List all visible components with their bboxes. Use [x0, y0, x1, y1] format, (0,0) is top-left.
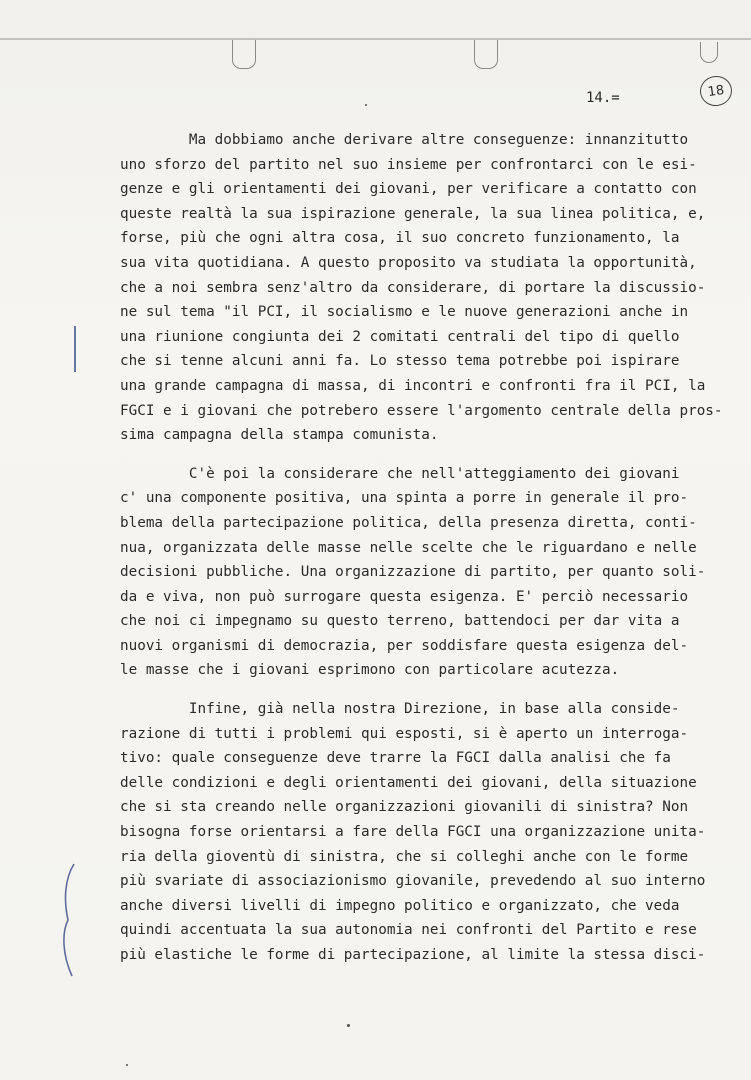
text-line: anche diversi livelli di impegno politico e organizzato, che veda: [120, 897, 680, 914]
text-line: ria della gioventù di sinistra, che si colleghi anche con le forme: [120, 848, 689, 865]
archive-stamp-number: [698, 74, 734, 108]
paragraph: [120, 128, 723, 448]
text-line: da e viva, non può surrogare questa esigenza. E' perciò necessario: [120, 588, 689, 605]
text-line: decisioni pubbliche. Una organizzazione di partito, per quanto soli-: [120, 564, 706, 581]
text-line: Infine, già nella nostra Direzione, in base alla conside-: [120, 701, 680, 718]
text-line: una grande campagna di massa, di incontri e confronti fra il PCI, la: [120, 377, 706, 394]
text-line: più elastiche le forme di partecipazione, al limite la stessa disci-: [120, 947, 706, 963]
text-line: nuovi organismi di democrazia, per soddisfare questa esigenza del-: [120, 637, 689, 654]
text-line: ne sul tema "il PCI, il socialismo e le nuove generazioni anche in: [120, 304, 689, 321]
text-line: più svariate di associazionismo giovanile, prevedendo al suo interno: [120, 873, 706, 890]
binder-clip-mark: [232, 40, 256, 69]
text-line: nua, organizzata delle masse nelle scelte che le riguardano e nelle: [120, 539, 697, 556]
stamp-number-text: 18: [706, 82, 726, 100]
text-line: delle condizioni e degli orientamenti dei giovani, della situazione: [120, 774, 697, 791]
text-line: le masse che i giovani esprimono con particolare acutezza.: [120, 662, 620, 679]
margin-mark-line: [74, 326, 76, 372]
text-line: una riunione congiunta dei 2 comitati centrali del tipo di quello: [120, 328, 680, 345]
text-line: Ma dobbiamo anche derivare altre conseguenze: innanzitutto: [120, 132, 689, 148]
text-line: che a noi sembra senz'altro da considerare, di portare la discussio-: [120, 279, 706, 296]
text-line: bisogna forse orientarsi a fare della FGCI una organizzazione unita-: [120, 824, 706, 841]
text-line: forse, più che ogni altra cosa, il suo concreto funzionamento, la: [120, 230, 680, 247]
paper-speck: [365, 104, 367, 106]
text-line: queste realtà la sua ispirazione generale, la sua linea politica, e,: [120, 205, 706, 222]
page-number: 14.=: [586, 90, 620, 106]
text-line: che si sta creando nelle organizzazioni giovanili di sinistra? Non: [120, 799, 689, 816]
paper-speck: [347, 1024, 350, 1027]
text-line: che noi ci impegnamo su questo terreno, battendoci per dar vita a: [120, 613, 680, 630]
text-line: tivo: quale conseguenze deve trarre la FGCI dalla analisi che fa: [120, 750, 671, 767]
page-top-edge: [0, 38, 751, 40]
text-line: razione di tutti i problemi qui esposti, si è aperto un interroga-: [120, 725, 689, 742]
document-body: [120, 128, 723, 968]
paragraph: [120, 697, 720, 968]
text-line: sima campagna della stampa comunista.: [120, 427, 439, 444]
binder-clip-mark: [474, 40, 498, 69]
text-line: che si tenne alcuni anni fa. Lo stesso tema potrebbe poi ispirare: [120, 353, 680, 370]
text-line: sua vita quotidiana. A questo proposito va studiata la opportunità,: [120, 254, 697, 271]
text-line: genze e gli orientamenti dei giovani, per verificare a contatto con: [120, 181, 697, 198]
text-line: FGCI e i giovani che potrebero essere l'argomento centrale della pros-: [120, 402, 723, 419]
text-line: quindi accentuata la sua autonomia nei confronti del Partito e rese: [120, 922, 697, 939]
paper-speck: [126, 1064, 128, 1066]
text-line: uno sforzo del partito nel suo insieme per confrontarci con le esi-: [120, 156, 697, 173]
binder-clip-mark: [700, 42, 718, 63]
text-line: C'è poi la considerare che nell'atteggiamento dei giovani: [120, 465, 680, 482]
text-line: blema della partecipazione politica, della presenza diretta, conti-: [120, 514, 697, 531]
text-line: c' una componente positiva, una spinta a porre in generale il pro-: [120, 490, 689, 507]
margin-brace-icon: [60, 862, 80, 978]
paragraph: [120, 462, 720, 683]
